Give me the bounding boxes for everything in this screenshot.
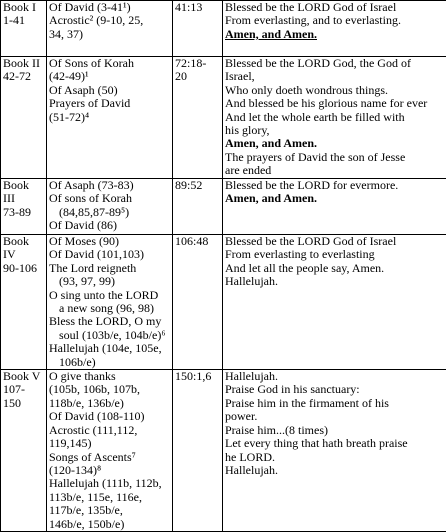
collection-line: Acrostic² (9-10, 25,	[49, 14, 170, 27]
collection-line: (105b, 106b, 107b,	[49, 383, 170, 396]
doxology-line: power.	[225, 410, 444, 423]
book-name: III	[3, 192, 44, 205]
collection-line: 146b/e, 150b/e)	[49, 518, 170, 531]
doxology-amen: Amen, and Amen.	[225, 192, 444, 205]
collection-line: (51-72)⁴	[49, 111, 170, 124]
doxology-reference: 72:18-	[175, 57, 220, 70]
table-row	[1, 1, 446, 57]
collection-line: Of David (3-41¹)	[49, 1, 170, 14]
collection-line: (42-49)¹	[49, 70, 170, 83]
collection-line: Of David (86)	[49, 219, 170, 232]
doxology-reference: 106:48	[175, 235, 220, 248]
doxology-amen: Amen, and Amen.	[225, 28, 444, 41]
book-name: Book I	[3, 1, 44, 14]
book-name: Book II	[3, 57, 44, 70]
book-cell	[1, 1, 47, 57]
doxology-line: And blessed be his glorious name for ever	[225, 97, 444, 110]
collection-line: Of Asaph (50)	[49, 84, 170, 97]
doxology-cell	[223, 1, 446, 57]
collection-line: Hallelujah (111b, 112b,	[49, 477, 170, 490]
collection-line: Of sons of Korah	[49, 192, 170, 205]
book-cell	[1, 179, 47, 235]
doxology-cell	[223, 370, 446, 532]
table-row	[1, 57, 446, 179]
book-cell	[1, 370, 47, 532]
collection-line: Of Sons of Korah	[49, 57, 170, 70]
reference-cell	[173, 179, 223, 235]
collection-line: O sing unto the LORD	[49, 289, 170, 302]
doxology-line: are ended	[225, 164, 444, 177]
reference-cell	[173, 235, 223, 370]
doxology-line: Israel,	[225, 70, 444, 83]
doxology-line: Blessed be the LORD God of Israel	[225, 235, 444, 248]
book-range: 150	[3, 397, 44, 410]
doxology-line: Let every thing that hath breath praise	[225, 437, 444, 450]
collection-line: The Lord reigneth	[49, 262, 170, 275]
collection-line: Of Asaph (73-83)	[49, 179, 170, 192]
reference-cell	[173, 370, 223, 532]
doxology-reference: 150:1,6	[175, 370, 220, 383]
book-cell	[1, 57, 47, 179]
doxology-cell	[223, 179, 446, 235]
doxology-line: The prayers of David the son of Jesse	[225, 151, 444, 164]
doxology-cell	[223, 235, 446, 370]
doxology-cell	[223, 57, 446, 179]
doxology-amen: Amen, and Amen.	[225, 137, 444, 150]
doxology-line: Hallelujah.	[225, 464, 444, 477]
collections-cell	[47, 370, 173, 532]
collection-line: Of David (101,103)	[49, 248, 170, 261]
book-name: Book	[3, 179, 44, 192]
doxology-line: And let the whole earth be filled with	[225, 111, 444, 124]
doxology-line: Praise him in the firmament of his	[225, 397, 444, 410]
collection-line: 117b/e, 135b/e,	[49, 504, 170, 517]
doxology-line: From everlasting to everlasting	[225, 248, 444, 261]
book-name: IV	[3, 248, 44, 261]
book-cell	[1, 235, 47, 370]
doxology-line: Hallelujah.	[225, 275, 444, 288]
collection-line: Songs of Ascents⁷	[49, 451, 170, 464]
table-row	[1, 179, 446, 235]
book-range: 1-41	[3, 14, 44, 27]
doxology-line: Who only doeth wondrous things.	[225, 84, 444, 97]
book-range: 42-72	[3, 70, 44, 83]
collection-line: 34, 37)	[49, 28, 170, 41]
collections-cell	[47, 57, 173, 179]
collections-cell	[47, 235, 173, 370]
doxology-reference: 41:13	[175, 1, 220, 14]
collection-line: Acrostic (111,112,	[49, 424, 170, 437]
collections-cell	[47, 179, 173, 235]
reference-cell	[173, 1, 223, 57]
doxology-line: Praise him...(8 times)	[225, 424, 444, 437]
collection-line: (120-134)⁸	[49, 464, 170, 477]
doxology-line: From everlasting, and to everlasting.	[225, 14, 444, 27]
book-range: 90-106	[3, 262, 44, 275]
book-range: 73-89	[3, 206, 44, 219]
collection-line: Hallelujah (104e, 105e,	[49, 342, 170, 355]
reference-cell	[173, 57, 223, 179]
doxology-line: he LORD.	[225, 451, 444, 464]
collection-line: (84,85,87-89⁵)	[49, 206, 170, 219]
collection-line: 113b/e, 115e, 116e,	[49, 491, 170, 504]
collections-cell	[47, 1, 173, 57]
doxology-line: his glory,	[225, 124, 444, 137]
doxology-line: Blessed be the LORD God of Israel	[225, 1, 444, 14]
doxology-line: Blessed be the LORD God, the God of	[225, 57, 444, 70]
doxology-reference: 20	[175, 70, 220, 83]
book-range: 107-	[3, 383, 44, 396]
doxology-reference: 89:52	[175, 179, 220, 192]
collection-line: Prayers of David	[49, 97, 170, 110]
doxology-line: And let all the people say, Amen.	[225, 262, 444, 275]
book-name: Book	[3, 235, 44, 248]
doxology-line: Praise God in his sanctuary:	[225, 383, 444, 396]
collection-line: (93, 97, 99)	[49, 275, 170, 288]
collection-line: a new song (96, 98)	[49, 302, 170, 315]
table-row	[1, 235, 446, 370]
doxology-line: Hallelujah.	[225, 370, 444, 383]
collection-line: 119,145)	[49, 437, 170, 450]
table-row	[1, 370, 446, 532]
collection-line: Bless the LORD, O my	[49, 315, 170, 328]
collection-line: soul (103b/e, 104b/e)⁶	[49, 329, 170, 342]
collection-line: Of Moses (90)	[49, 235, 170, 248]
collection-line: 106b/e)	[49, 356, 170, 369]
collection-line: O give thanks	[49, 370, 170, 383]
collection-line: 118b/e, 136b/e)	[49, 397, 170, 410]
collection-line: Of David (108-110)	[49, 410, 170, 423]
doxology-line: Blessed be the LORD for evermore.	[225, 179, 444, 192]
book-name: Book V	[3, 370, 44, 383]
